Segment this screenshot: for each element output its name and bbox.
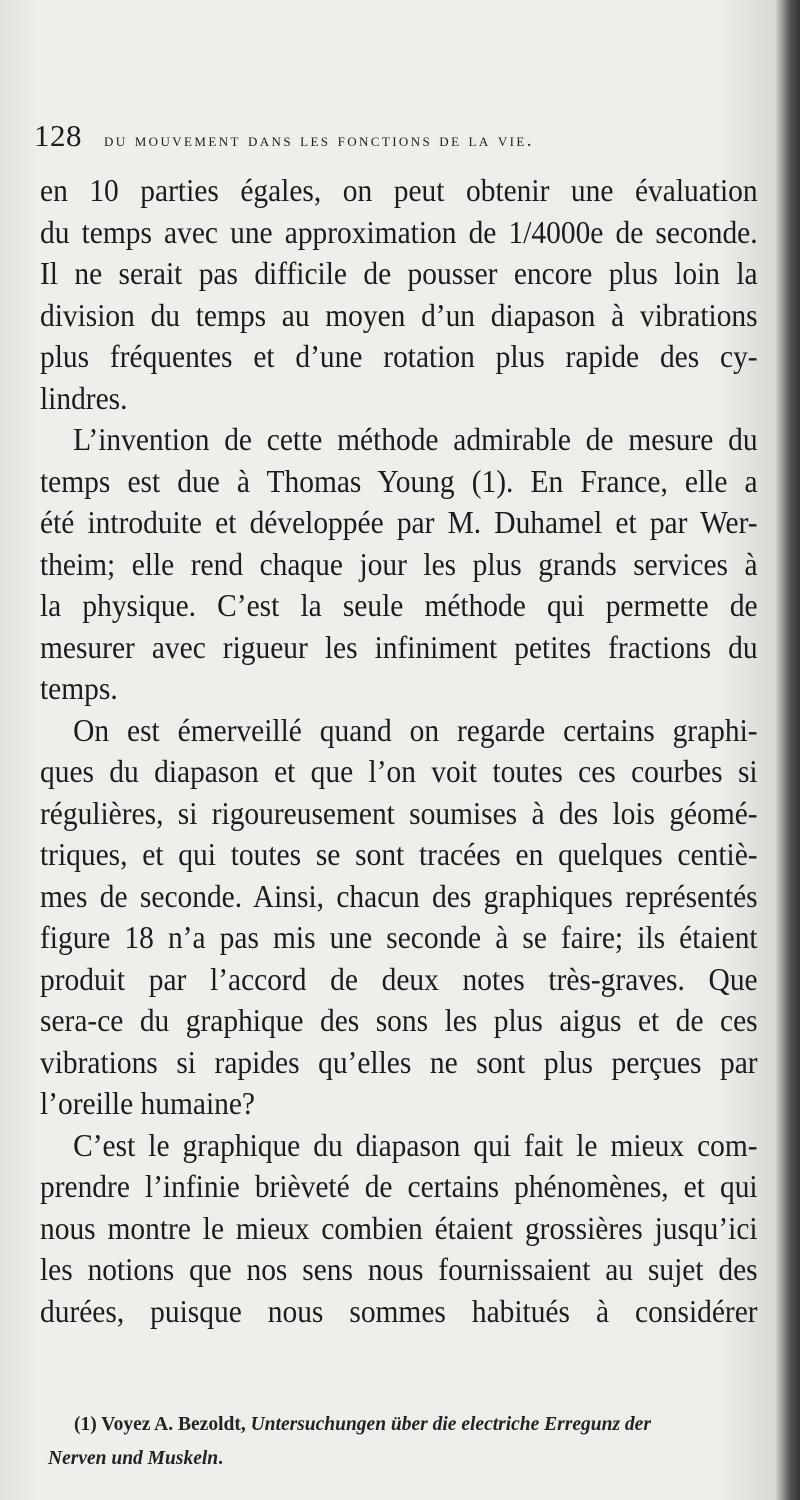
page-header bbox=[34, 118, 714, 162]
footnote-line bbox=[48, 1408, 788, 1442]
footnote-marker: (1) bbox=[74, 1414, 97, 1435]
footnote-lead: Voyez A. Bezoldt, bbox=[101, 1414, 246, 1435]
text-line: On est émerveillé quand on regarde certains graphi- bbox=[73, 711, 758, 748]
text-line: vibrations si rapides qu’elles ne sont plus perçues par bbox=[40, 1043, 758, 1080]
text-line: nous montre le mieux combien étaient grossières jusqu’ici bbox=[40, 1209, 758, 1246]
text-line: la physique. C’est la seule méthode qui permette de bbox=[40, 587, 758, 623]
text-line: division du temps au moyen d’un diapason à vibrations bbox=[40, 296, 758, 333]
text-line: régulières, si rigoureusement soumises à des lois géomé- bbox=[40, 794, 758, 831]
footnote bbox=[48, 1408, 788, 1476]
text-line: temps est due à Thomas Young (1). En France, elle a bbox=[40, 462, 758, 499]
footnote-line bbox=[48, 1442, 788, 1476]
text-line: figure 18 n’a pas mis une seconde à se faire; ils étaient bbox=[40, 919, 758, 955]
text-line: triques, et qui toutes se sont tracées en quelques centiè- bbox=[40, 836, 758, 872]
text-line: l’oreille humaine? bbox=[40, 1085, 255, 1121]
body-text bbox=[40, 170, 758, 1332]
text-line: lindres. bbox=[40, 379, 128, 416]
footnote-end: . bbox=[218, 1448, 223, 1469]
text-line: ques du diapason et que l’on voit toutes ces courbes si bbox=[40, 753, 758, 789]
text-line: produit par l’accord de deux notes très-graves. Que bbox=[40, 960, 758, 997]
footnote-title-part2: Nerven und Muskeln bbox=[48, 1448, 219, 1469]
text-line: mes de seconde. Ainsi, chacun des graphiques représentés bbox=[40, 877, 758, 914]
text-line: été introduite et développée par M. Duhamel et par Wer- bbox=[40, 504, 758, 540]
text-line: mesurer avec rigueur les infiniment petites fractions du bbox=[40, 628, 758, 665]
text-line: L’invention de cette méthode admirable de mesure du bbox=[73, 421, 758, 457]
text-line: prendre l’infinie brièveté de certains phénomènes, et qui bbox=[40, 1168, 758, 1204]
page-number: 128 bbox=[34, 118, 82, 153]
text-line: sera-ce du graphique des sons les plus aigus et de ces bbox=[40, 1002, 758, 1038]
footnote-title-part1: Untersuchungen über die electriche Erregunz der bbox=[250, 1414, 651, 1435]
text-line: theim; elle rend chaque jour les plus grands services à bbox=[40, 545, 758, 582]
text-line: temps. bbox=[40, 670, 118, 706]
text-line: plus fréquentes et d’une rotation plus rapide des cy- bbox=[40, 338, 758, 374]
text-line: Il ne serait pas difficile de pousser encore plus loin la bbox=[40, 255, 758, 291]
text-line: durées, puisque nous sommes habitués à considérer bbox=[40, 1292, 758, 1329]
text-line: du temps avec une approximation de 1/4000e de seconde. bbox=[40, 213, 758, 250]
text-line: en 10 parties égales, on peut obtenir une évaluation bbox=[40, 172, 758, 208]
text-line: les notions que nos sens nous fournissaient au sujet des bbox=[40, 1251, 758, 1287]
running-title: du mouvement dans les fonctions de la vie. bbox=[104, 130, 534, 151]
text-line: C’est le graphique du diapason qui fait le mieux com- bbox=[73, 1126, 758, 1163]
